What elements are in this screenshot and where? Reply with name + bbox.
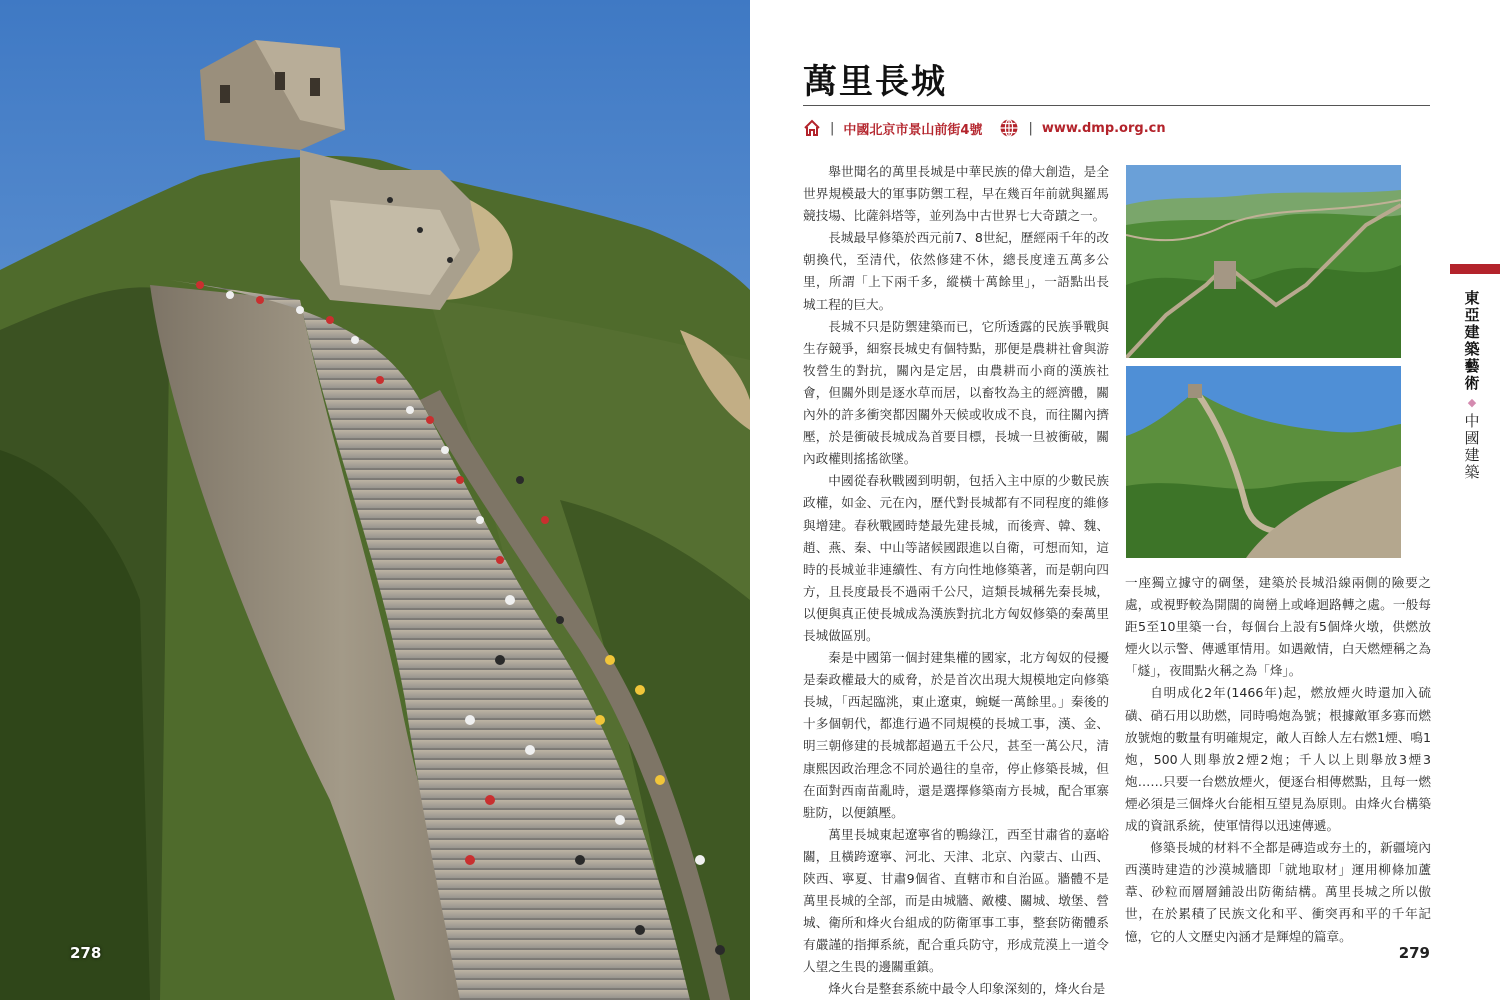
text-column-right — [1125, 572, 1431, 948]
paragraph: 中國從春秋戰國到明朝，包括入主中原的少數民族政權，如金、元在內，歷代對長城都有不同程度的維修與增建。春秋戰國時楚最先建長城，而後齊、韓、魏、趙、燕、秦、中山等諸候國跟進以自衛，可想而知，這時的長城並非連續性、有方向性地修築著，而是朝向四方，且長度最長不過兩千公尺，這類長城稱先秦長城，以便與真正使長城成為漢族對抗北方匈奴修築的秦萬里長城做區別。 — [803, 473, 1109, 643]
paragraph: 萬里長城東起遼寧省的鴨綠江，西至甘肅省的嘉峪關，且橫跨遼寧、河北、天津、北京、內蒙古、山西、陝西、寧夏、甘肅9個省、直轄市和自治區。牆體不是萬里長城的全部，而是由城牆、敵樓、關城、墩堡、營城、衛所和烽火台組成的防衛軍事工事，整套防衛體系有嚴謹的指揮系統，配合重兵防守，形成荒漠上一道令人望之生畏的邊關重鎮。 — [803, 826, 1109, 975]
right-page — [750, 0, 1500, 1000]
great-wall-photo — [0, 0, 750, 1000]
side-tab-marker — [1450, 264, 1500, 274]
paragraph: 烽火台是整套系統中最令人印象深刻的，烽火台是 — [828, 981, 1106, 997]
paragraph: 長城不只是防禦建築而已，它所透露的民族爭戰與生存競爭，細察長城史有個特點，那便是農耕社會與游牧營生的對抗，關內是定居，由農耕而小商的漢族社會，但關外則是逐水草而居，以畜牧為主的經濟體，關內外的許多衝突都因關外天候或收成不良，而往關內擠壓，於是衝破長城成為首要目標，長城一旦被衝破，關內政權則搖搖欲墜。 — [803, 318, 1109, 467]
paragraph: 舉世聞名的萬里長城是中華民族的偉大創造，是全世界規模最大的軍事防禦工程，早在幾百年前就與羅馬競技場、比薩斜塔等，並列為中古世界七大奇蹟之一。 — [803, 164, 1109, 224]
paragraph: 自明成化2年(1466年)起，燃放煙火時還加入硫磺、硝石用以助燃，同時鳴炮為號；根據敵軍多寡而燃放號炮的數量有明確規定，敵人百餘人左右燃1煙、鳴1炮，500人則舉放2煙2炮；千人以上則舉放3煙3炮……只要一台燃放煙火，便逐台相傳燃點，且每一燃煙必須是三個烽火台能相互望見為原則。由烽火台構築成的資訊系統，使軍情得以迅速傳遞。 — [1125, 685, 1431, 834]
page-number-left: 278 — [70, 944, 102, 962]
home-icon — [803, 119, 821, 137]
separator: | — [1028, 120, 1033, 136]
separator: | — [830, 120, 835, 136]
side-tab — [1460, 290, 1484, 481]
title-divider — [803, 105, 1430, 106]
globe-icon — [999, 118, 1019, 138]
address-text: 中國北京市景山前街4號 — [843, 122, 983, 138]
section-label: 東亞建築藝術 — [1462, 290, 1481, 392]
paragraph: 秦是中國第一個封建集權的國家，北方匈奴的侵擾是秦政權最大的威脅，於是首次出現大規模地定向修築長城，「西起臨洮，東止遼東，蜿蜒一萬餘里。」秦後的十多個朝代，都進行過不同規模的長城工事，漢、金、明三朝修建的長城都超過五千公尺，甚至一萬公尺，清康熙因政治理念不同於過往的皇帝，停止修築長城，但在面對西南苗亂時，還是選擇修築南方長城，配合軍寨駐防，以便鎮壓。 — [803, 650, 1109, 820]
great-wall-ridge-photo — [1126, 366, 1401, 558]
page-number-right: 279 — [1398, 944, 1430, 962]
great-wall-mountains-photo — [1126, 165, 1401, 358]
website-link[interactable]: www.dmp.org.cn — [1041, 120, 1166, 136]
page-title: 萬里長城 — [803, 62, 947, 102]
text-column-left — [803, 161, 1109, 1001]
paragraph: 長城最早修築於西元前7、8世紀，歷經兩千年的改朝換代，至清代，依然修建不休，總長度達五萬多公里，所謂「上下兩千多，縱橫十萬餘里」，一語點出長城工程的巨大。 — [803, 230, 1109, 312]
left-page — [0, 0, 750, 1000]
diamond-icon: ◆ — [1467, 396, 1477, 409]
chapter-label: 中國建築 — [1462, 413, 1481, 481]
info-line — [803, 117, 1166, 139]
paragraph: 一座獨立據守的碉堡，建築於長城沿線兩側的險要之處，或視野較為開闊的崗巒上或峰迴路轉之處。一般每距5至10里築一台，每個台上設有5個烽火墩，供燃放煙火以示警、傳遞軍情用。如遇敵情，白天燃煙稱之為「燧」，夜間點火稱之為「烽」。 — [1125, 575, 1431, 679]
paragraph: 修築長城的材料不全都是磚造或夯土的，新疆境內西漢時建造的沙漠城牆即「就地取材」運用柳條加蘆葦、砂粒而層層鋪設出防衛結構。萬里長城之所以傲世，在於累積了民族文化和平、衝突再和平的千年記憶，它的人文歷史內涵才是輝煌的篇章。 — [1125, 840, 1431, 944]
